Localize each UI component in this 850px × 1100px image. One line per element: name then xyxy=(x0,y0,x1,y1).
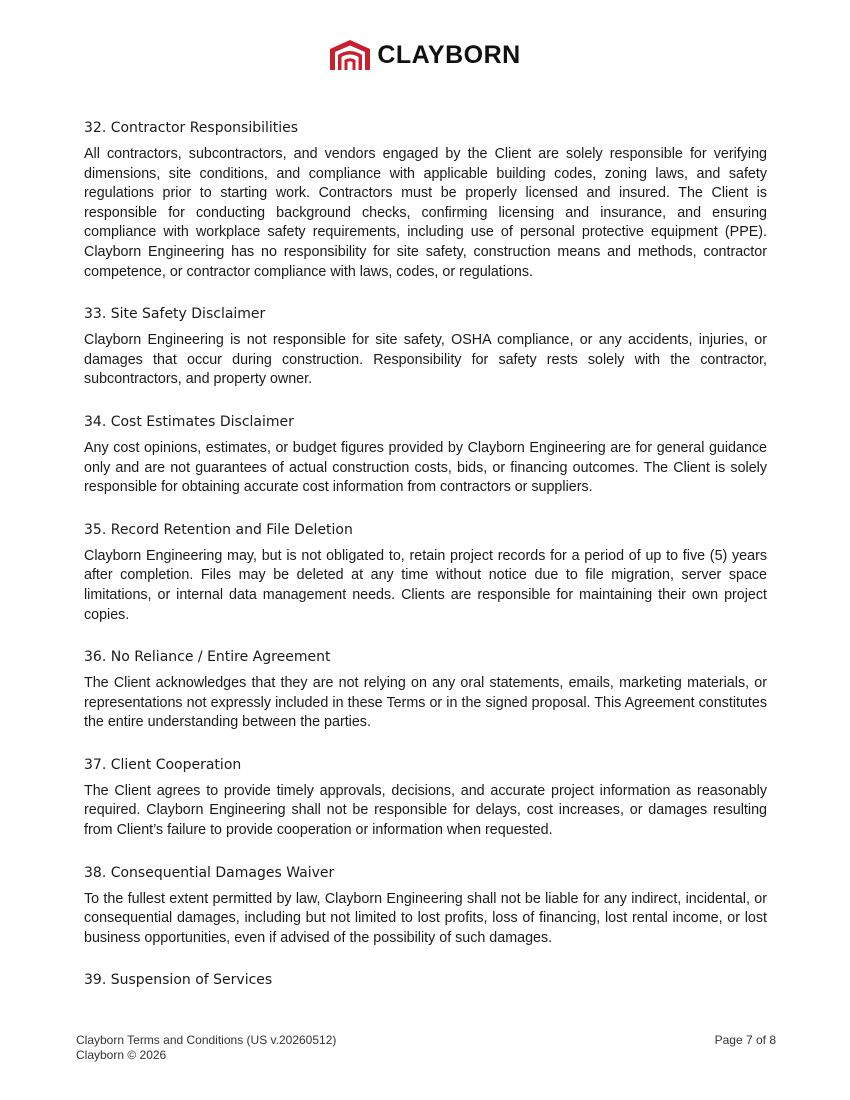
section-34 xyxy=(84,413,767,498)
page-footer xyxy=(76,1033,776,1063)
section-heading: 38. Consequential Damages Waiver xyxy=(84,864,335,881)
section-heading: 36. No Reliance / Entire Agreement xyxy=(84,649,331,666)
section-heading: 32. Contractor Responsibilities xyxy=(84,120,299,136)
terms-content xyxy=(84,119,767,1012)
section-heading: 39. Suspension of Services xyxy=(84,972,273,989)
footer-left xyxy=(76,1033,336,1063)
footer-doc-title: Clayborn Terms and Conditions (US v.20260512) xyxy=(76,1033,337,1047)
section-heading: 37. Client Cooperation xyxy=(84,756,242,773)
section-heading: 35. Record Retention and File Deletion xyxy=(84,521,353,538)
section-paragraph: Clayborn Engineering is not responsible for site safety, OSHA compliance, or any accidents, injuries, or damages that occur during construction. Responsibility for safety rests solely with the contractor, subcontractors, and property owner. xyxy=(84,332,767,388)
clayborn-logo xyxy=(329,39,520,71)
section-33 xyxy=(84,305,767,390)
footer-copyright: Clayborn © 2026 xyxy=(76,1048,167,1062)
section-heading: 33. Site Safety Disclaimer xyxy=(84,306,266,323)
section-paragraph: Clayborn Engineering may, but is not obligated to, retain project records for a period of up to five (5) years after completion. Files may be deleted at any time without notice due to file migration, server space limitations, or internal data management needs. Clients are responsible for maintaining their own project copies. xyxy=(84,547,767,623)
page-header xyxy=(0,38,850,72)
section-36 xyxy=(84,648,767,733)
section-paragraph: The Client acknowledges that they are not relying on any oral statements, emails, marketing materials, or representations not expressly included in these Terms or in the signed proposal. This Agreement constitutes the entire understanding between the parties. xyxy=(84,675,767,731)
section-38 xyxy=(84,864,767,949)
section-paragraph: To the fullest extent permitted by law, Clayborn Engineering shall not be liable for any indirect, incidental, or consequential damages, including but not limited to lost profits, loss of financing, lost rental income, or lost business opportunities, even if advised of the possibility of such damages. xyxy=(84,890,767,946)
section-35 xyxy=(84,521,767,625)
section-paragraph: All contractors, subcontractors, and vendors engaged by the Client are solely responsible for verifying dimensions, site conditions, and compliance with applicable building codes, zoning laws, and safety regulations prior to starting work. Contractors must be properly licensed and insured. The Client is responsible for conducting background checks, confirming licensing and insurance, and ensuring compliance with workplace safety requirements, including use of personal protective equipment (PPE). Clayborn Engineering has no responsibility for site safety, construction means and methods, contractor competence, or contractor compliance with laws, codes, or regulations. xyxy=(84,146,767,280)
page-number: Page 7 of 8 xyxy=(714,1033,776,1047)
building-arch-icon xyxy=(329,39,371,71)
section-paragraph: Any cost opinions, estimates, or budget figures provided by Clayborn Engineering are for general guidance only and are not guarantees of actual construction costs, bids, or financing outcomes. The Client is solely responsible for obtaining accurate cost information from contractors or suppliers. xyxy=(84,439,767,496)
section-39 xyxy=(84,971,767,989)
section-heading: 34. Cost Estimates Disclaimer xyxy=(84,413,294,430)
logo-wordmark: CLAYBORN xyxy=(377,40,521,69)
section-paragraph: The Client agrees to provide timely approvals, decisions, and accurate project information as reasonably required. Clayborn Engineering shall not be responsible for delays, cost increases, or damages resulting from Client’s failure to provide cooperation or information when requested. xyxy=(84,782,767,839)
section-32 xyxy=(84,119,767,282)
section-37 xyxy=(84,756,767,841)
